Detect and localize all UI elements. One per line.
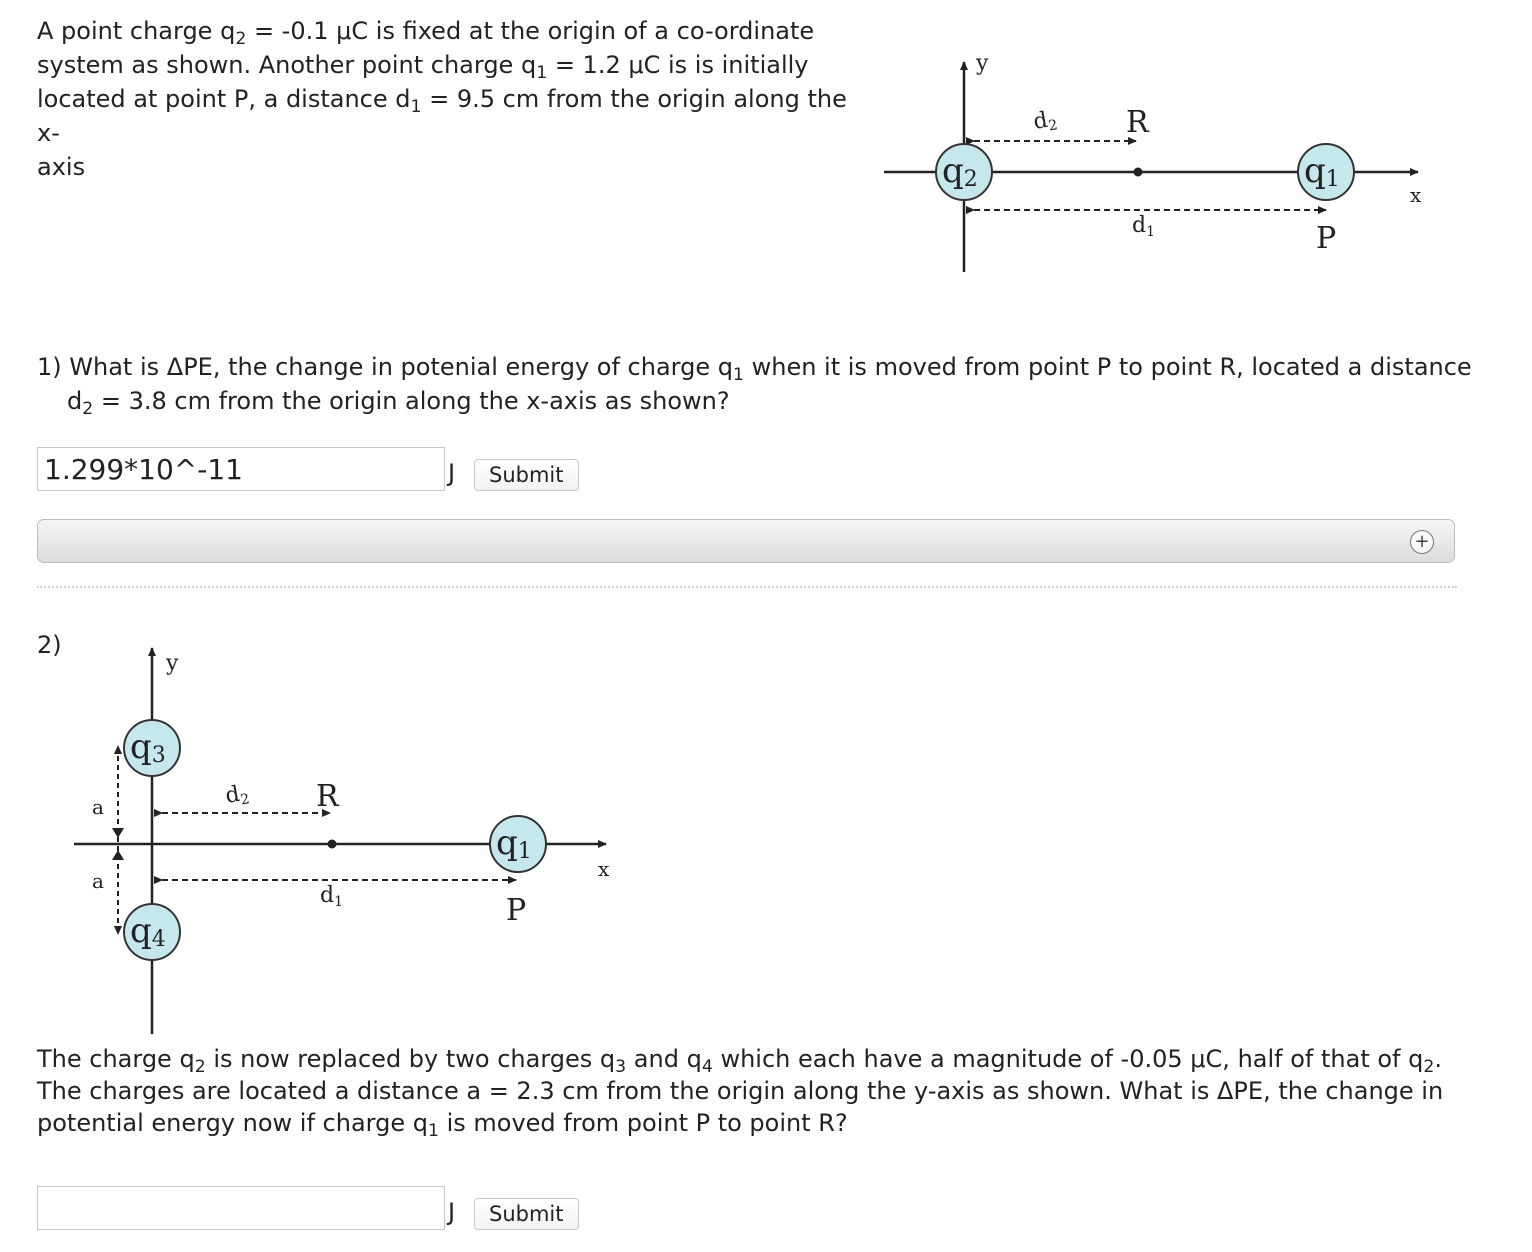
- diagram-2: [60, 640, 660, 1040]
- section-divider: [37, 586, 1457, 588]
- svg-text:q3: q3: [130, 727, 166, 768]
- intro-line-4: axis: [37, 153, 86, 181]
- y-axis-label: y: [166, 651, 179, 676]
- charge-q1: [1298, 144, 1354, 200]
- point-r: [328, 840, 337, 849]
- svg-text:q1: q1: [496, 823, 532, 864]
- answer-2-input[interactable]: [37, 1186, 445, 1230]
- question-2-line-1: The charge $q_2$ is now replaced by two charges $q_3$ and $q_4$ which each have a magnitude of -0.05 μC, half of that of $q_2$.: [37, 1045, 1442, 1077]
- svg-text:q1: q1: [1304, 151, 1340, 192]
- plus-icon[interactable]: +: [1410, 530, 1434, 554]
- question-1-line-1: 1) What is ΔPE, the change in potenial energy of charge $q_1$ when it is moved from point P to point R, located a distance: [37, 353, 1472, 385]
- question-2-line-3: potential energy now if charge $q_1$ is moved from point P to point R?: [37, 1109, 848, 1141]
- point-r: [1134, 168, 1143, 177]
- d1-label: d1: [1132, 213, 1156, 240]
- r-label: R: [1126, 105, 1149, 140]
- charge-q3: [124, 720, 180, 776]
- answer-1-input[interactable]: [37, 447, 445, 491]
- svg-text:q4: q4: [130, 911, 166, 952]
- charge-q2: [936, 144, 992, 200]
- d1-label: d1: [320, 883, 344, 910]
- question-1-text: [37, 350, 1487, 418]
- charge-q1: [490, 816, 546, 872]
- y-axis-label: y: [976, 51, 989, 76]
- r-label: R: [316, 779, 339, 814]
- diagram-1: [870, 40, 1450, 280]
- question-2-line-2: The charges are located a distance a = 2.3 cm from the origin along the y-axis as shown. What is ΔPE, the change in: [37, 1077, 1444, 1105]
- x-axis-label: x: [598, 857, 610, 881]
- answer-2-unit: J: [448, 1198, 456, 1226]
- charge-q4: [124, 904, 180, 960]
- submit-1-button[interactable]: Submit: [474, 459, 579, 491]
- expand-panel-bar[interactable]: [37, 519, 1455, 563]
- d2-label: d2: [1031, 107, 1059, 135]
- answer-1-unit: J: [448, 459, 456, 487]
- intro-line-1: A point charge $q_2 = -0.1$ μC is fixed at the origin of a co-ordinate: [37, 17, 815, 49]
- intro-line-2: system as shown. Another point charge $q_1 = 1.2$ μC is is initially: [37, 51, 809, 83]
- submit-2-button[interactable]: Submit: [474, 1198, 579, 1230]
- d2-label: d2: [223, 781, 251, 809]
- p-label: P: [1316, 221, 1337, 256]
- p-label: P: [506, 893, 527, 928]
- question-2-text: [37, 1043, 1507, 1139]
- svg-text:q2: q2: [942, 151, 978, 192]
- question-1-line-2: $d_2 = 3.8$ cm from the origin along the x-axis as shown?: [67, 387, 730, 419]
- x-axis-label: x: [1410, 183, 1422, 207]
- intro-paragraph: [37, 14, 867, 184]
- intro-line-3: located at point P, a distance $d_1 = 9.5$ cm from the origin along the x-: [37, 85, 847, 147]
- a-label-top: a: [92, 795, 104, 819]
- a-label-bottom: a: [92, 869, 104, 893]
- question-2-number: 2): [37, 631, 62, 659]
